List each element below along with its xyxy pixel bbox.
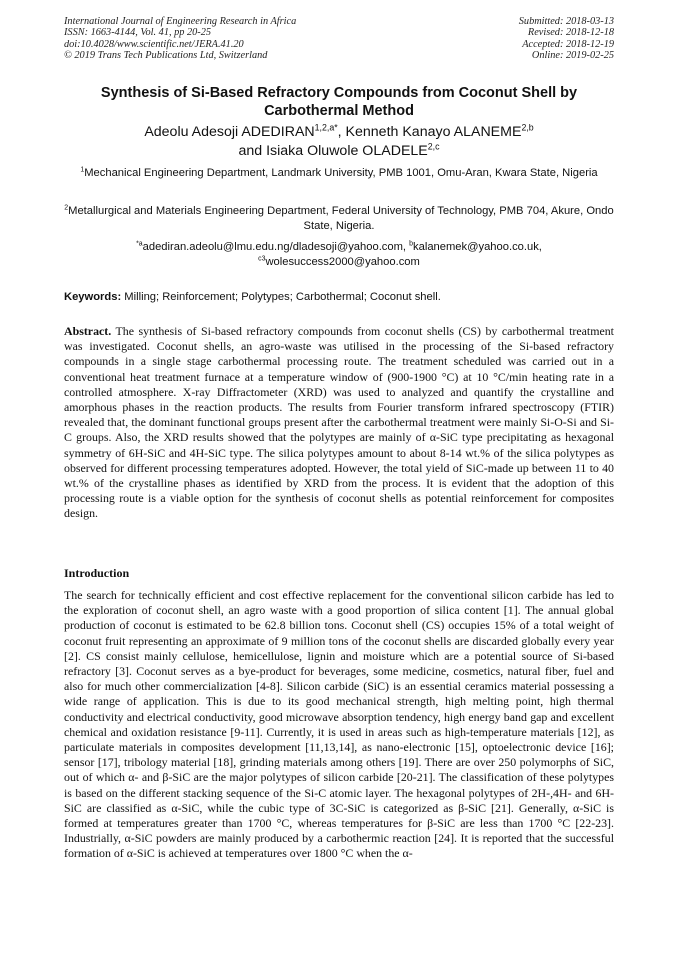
date-submitted: Submitted: 2018-03-13 — [518, 16, 614, 27]
affiliation — [60, 166, 618, 181]
date-revised: Revised: 2018-12-18 — [527, 27, 614, 39]
email-mark: *a — [136, 240, 143, 248]
abstract — [64, 324, 614, 522]
affiliation — [60, 204, 618, 233]
author-affiliation-mark: 2,c — [427, 141, 440, 152]
email-link[interactable]: wolesuccess2000@yahoo.com — [265, 255, 420, 268]
journal-copyright: © 2019 Trans Tech Publications Ltd, Switzerland — [64, 50, 268, 62]
email-mark: c3 — [258, 254, 266, 262]
journal-issn: ISSN: 1663-4144, Vol. 41, pp 20-25 — [64, 27, 212, 39]
introduction-paragraph: The search for technically efficient and cost effective replacement for the conventional silicon carbide has led to the exploration of coconut shell, an agro waste with a good proportion of silica content [1]. The annual global production of coconut is estimated to be 62.8 billion tons. Coconut shell (CS) occupies 15% of a total weight of coconut fruit representing an approximate of 9 million tons of the coconut shells are discarded globally every year [2]. CS consist mainly cellulose, hemicellulose, lignin and moisture which are a potential source of Si-based refractory [3]. Coconut serves as a bye-product for beverages, some medicine, cosmetics, natural fiber, fuel and also for much other commercialization [4-8]. Silicon carbide (SiC) is an essential ceramics material possessing a wide range of application. This is due to its good mechanical strength, high melting point, high thermal conductivity and electrical conductivity, good microwave absorption tendency, high energy band gap and excellent chemical and oxidation resistance [9-11]. Currently, it is used in areas such as high-temperature materials [12], as particulate materials in composites development [11,13,14], as nano-electronic [15], optoelectronic device [16]; sensor [17], tribology material [18], grinding materials among others [19]. There are over 250 polymorphs of SiC, out of which α- and β-SiC are the major polytypes of silicon carbide [20-21]. The classification of these polytypes is based on the different stacking sequence of the Si-C atomic layer. The hexagonal polytypes of 2H-,4H- and 6H-SiC are classified as α-SiC, while the cubic type of 3C-SiC is categorized as β-SiC [21]. Generally, α-SiC is formed at temperatures greater than 1700 °C, whereas temperatures for β-SiC are less than 1700 °C [22-23]. Industrially, α-SiC powders are mainly produced by a carbothermic reaction [24]. It is reported that the successful formation of α-SiC is achieved at temperatures over 1800 °C when the α- — [64, 588, 614, 861]
author-affiliation-mark: 2,b — [521, 122, 534, 133]
author-affiliation-mark: 1,2,a* — [314, 122, 338, 133]
abstract-label: Abstract. — [64, 324, 112, 338]
affiliation-text: Metallurgical and Materials Engineering Department, Federal University of Technology, PMB 704, Akure, Ondo State, Nigeria. — [68, 205, 614, 232]
paper-title: Synthesis of Si-Based Refractory Compounds from Coconut Shell by Carbothermal Method — [100, 85, 578, 119]
section-heading-introduction: Introduction — [64, 566, 130, 580]
author-separator: , — [337, 124, 346, 140]
author-list — [60, 123, 618, 161]
journal-header — [64, 16, 296, 62]
date-accepted: Accepted: 2018-12-19 — [522, 38, 614, 50]
affiliation-text: Mechanical Engineering Department, Landmark University, PMB 1001, Omu-Aran, Kwara State, Nigeria — [84, 167, 598, 179]
keywords — [64, 290, 616, 304]
journal-doi: doi:10.4028/www.scientific.net/JERA.41.20 — [64, 38, 244, 50]
journal-name: International Journal of Engineering Research in Africa — [64, 16, 297, 27]
abstract-text: The synthesis of Si-based refractory compounds from coconut shells (CS) by carbothermal treatment was investigated. Coconut shells, an agro-waste was utilised in the processing of the Si-based refractory compounds in a single stage carbothermal processing route. The treatment scheduled was carried out in a conventional heat treatment furnace at a temperature window of (900-1900 °C) at 10 °C/min heating rate in a controlled atmosphere. X-ray Diffractometer (XRD) was used to analyzed and quantify the crystalline and amorphous phases in the reaction products. The results from Fourier transform infrared spectroscopy (FTIR) revealed that, the dominant functional groups present after the carbothermal treatment were mainly Si-O-Si and Si-C groups. Also, the XRD results showed that the polytypes are mainly of α-SiC type precipitating as hexagonal symmetry of 6H-SiC and 4H-SiC type. The silica polytypes amount to about 8-14 wt.% of the silica polytypes as observed for different processing temperatures adopted. However, the total yield of SiC-made up between 11 to 40 wt.% of the crystalline phases as identified by XRD from the process. It is evident that the adoption of this processing route is a viable option for the synthesis of coconut shells as potential reinforcement for composites design. — [64, 324, 614, 521]
email-link[interactable]: kalanemek@yahoo.co.uk, — [413, 241, 542, 253]
keywords-label: Keywords: — [64, 291, 122, 303]
affiliation-mark: 2 — [64, 204, 69, 212]
keywords-text: Milling; Reinforcement; Polytypes; Carbothermal; Coconut shell. — [121, 291, 441, 303]
author-conjunction: and — [238, 143, 267, 159]
date-online: Online: 2019-02-25 — [531, 50, 614, 62]
dates-header — [519, 16, 614, 62]
author-name: Kenneth Kanayo ALANEME — [345, 124, 522, 140]
author-name: Adeolu Adesoji ADEDIRAN — [144, 124, 315, 140]
affiliation-mark: 1 — [80, 166, 85, 174]
email-link[interactable]: adediran.adeolu@lmu.edu.ng/dladesoji@yahoo.com, — [142, 241, 410, 253]
author-name: Isiaka Oluwole OLADELE — [266, 143, 428, 159]
email-mark: b — [409, 240, 414, 248]
author-emails — [60, 240, 618, 269]
